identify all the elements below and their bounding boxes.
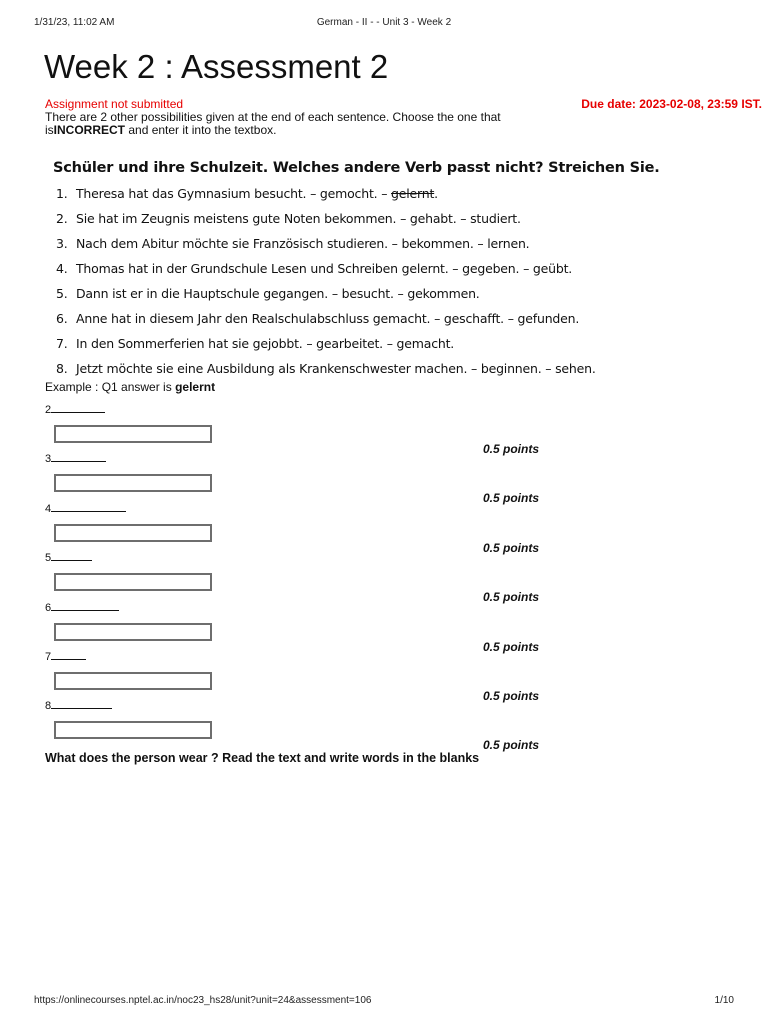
question-label-8 xyxy=(45,698,112,712)
blank-line xyxy=(51,451,106,462)
exercise-item-text: Theresa hat das Gymnasium besucht. – gemocht. – xyxy=(76,186,392,201)
exercise-item-number: 1. xyxy=(56,186,68,201)
blank-line xyxy=(51,501,126,512)
exercise-item-number: 7. xyxy=(56,336,68,351)
exercise-title: Schüler und ihre Schulzeit. Welches andere Verb passt nicht? Streichen Sie. xyxy=(53,160,660,176)
exercise-list xyxy=(56,185,596,385)
exercise-item-text: Dann ist er in die Hauptschule gegangen. – besucht. – gekommen. xyxy=(76,286,480,301)
exercise-item-text: Thomas hat in der Grundschule Lesen und Schreiben gelernt. – gegeben. – geübt. xyxy=(76,261,573,276)
question-label-6 xyxy=(45,600,119,614)
exercise-item-text: Jetzt möchte sie eine Ausbildung als Krankenschwester machen. – beginnen. – sehen. xyxy=(76,361,596,376)
exercise-item-tail: . xyxy=(434,186,438,201)
example-prefix: Example : Q1 answer is xyxy=(45,380,176,394)
exercise-item-number: 5. xyxy=(56,286,68,301)
print-footer-url: https://onlinecourses.nptel.ac.in/noc23_hs28/unit?unit=24&assessment=106 xyxy=(34,995,372,1006)
question-number: 3 xyxy=(45,453,52,465)
answer-input-7[interactable] xyxy=(54,672,212,690)
blank-line xyxy=(51,402,105,413)
due-date: Due date: 2023-02-08, 23:59 IST. xyxy=(581,97,762,111)
next-question-prompt: What does the person wear ? Read the text and write words in the blanks xyxy=(45,751,480,765)
print-page-number: 1/10 xyxy=(714,995,734,1006)
blank-line xyxy=(51,600,119,611)
submission-status: Assignment not submitted xyxy=(45,97,184,111)
question-number: 7 xyxy=(45,651,52,663)
exercise-item xyxy=(56,310,596,335)
question-points: 0.5 points xyxy=(483,640,540,654)
print-page-title: German - II - - Unit 3 - Week 2 xyxy=(316,17,452,28)
example-hint xyxy=(45,380,215,394)
blank-line xyxy=(51,698,112,709)
example-answer: gelernt xyxy=(175,380,216,394)
question-label-3 xyxy=(45,451,106,465)
question-number: 5 xyxy=(45,552,52,564)
exercise-item-number: 6. xyxy=(56,311,68,326)
question-points: 0.5 points xyxy=(483,738,540,752)
question-number: 4 xyxy=(45,503,52,515)
exercise-item xyxy=(56,210,596,235)
exercise-item-text: Anne hat in diesem Jahr den Realschulabschluss gemacht. – geschafft. – gefunden. xyxy=(76,311,580,326)
instruction-emphasis: INCORRECT xyxy=(53,123,126,137)
question-points: 0.5 points xyxy=(483,689,540,703)
answer-input-5[interactable] xyxy=(54,573,212,591)
exercise-item xyxy=(56,260,596,285)
question-number: 8 xyxy=(45,700,52,712)
answer-input-2[interactable] xyxy=(54,425,212,443)
page-title: Week 2 : Assessment 2 xyxy=(44,48,389,85)
exercise-item-number: 3. xyxy=(56,236,68,251)
exercise-item xyxy=(56,285,596,310)
exercise-item-text: Sie hat im Zeugnis meistens gute Noten bekommen. – gehabt. – studiert. xyxy=(76,211,521,226)
exercise-item-number: 8. xyxy=(56,361,68,376)
question-number: 2 xyxy=(45,404,52,416)
struck-answer: gelernt xyxy=(391,186,435,201)
exercise-item-text: Nach dem Abitur möchte sie Französisch studieren. – bekommen. – lernen. xyxy=(76,236,530,251)
question-points: 0.5 points xyxy=(483,590,540,604)
answer-input-3[interactable] xyxy=(54,474,212,492)
answer-input-8[interactable] xyxy=(54,721,212,739)
question-label-7 xyxy=(45,649,86,663)
question-label-2 xyxy=(45,402,105,416)
question-number: 6 xyxy=(45,602,52,614)
exercise-item xyxy=(56,335,596,360)
instruction-part1: There are 2 other possibilities given at the end of each sentence. Choose the one that is xyxy=(45,110,501,137)
instruction-part2: and enter it into the textbox. xyxy=(125,123,277,137)
blank-line xyxy=(51,649,86,660)
instruction-text xyxy=(45,111,525,137)
exercise-item xyxy=(56,185,596,210)
exercise-item-number: 2. xyxy=(56,211,68,226)
exercise-item-number: 4. xyxy=(56,261,68,276)
exercise-item-text: In den Sommerferien hat sie gejobbt. – gearbeitet. – gemacht. xyxy=(76,336,455,351)
question-points: 0.5 points xyxy=(483,491,540,505)
question-points: 0.5 points xyxy=(483,541,540,555)
question-label-4 xyxy=(45,501,126,515)
blank-line xyxy=(51,550,92,561)
exercise-item xyxy=(56,235,596,260)
print-datetime: 1/31/23, 11:02 AM xyxy=(34,17,115,28)
question-label-5 xyxy=(45,550,92,564)
question-points: 0.5 points xyxy=(483,442,540,456)
answer-input-6[interactable] xyxy=(54,623,212,641)
answer-input-4[interactable] xyxy=(54,524,212,542)
